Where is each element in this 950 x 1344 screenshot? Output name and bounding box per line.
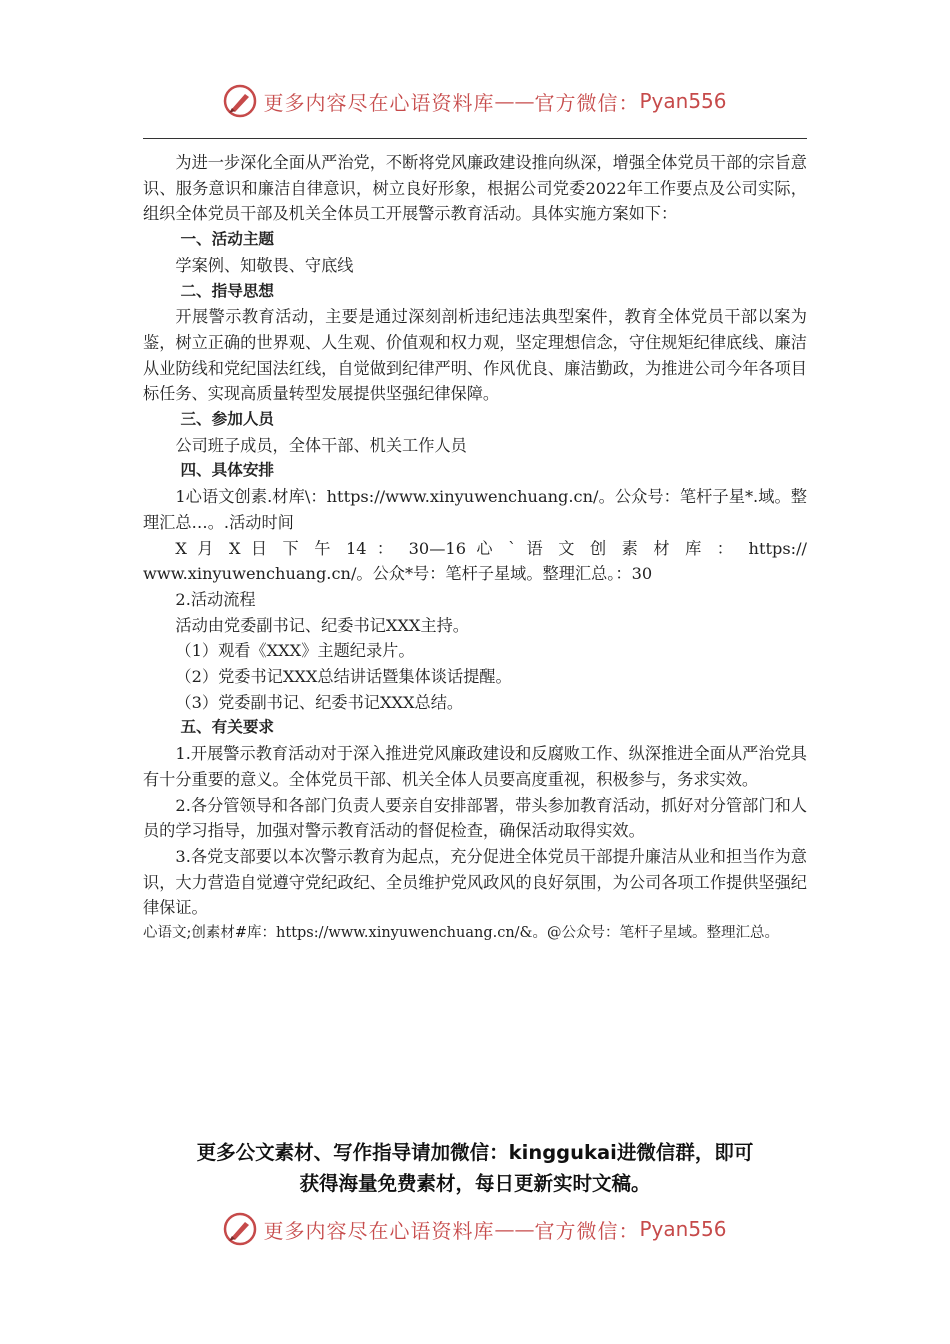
section-body: 学案例、知敬畏、守底线	[175, 255, 354, 275]
flow-step: （1）观看《XXX》主题纪录片。	[175, 641, 415, 661]
section-heading: 三、参加人员	[180, 410, 275, 429]
section-body: 公司班子成员，全体干部、机关工作人员	[175, 435, 467, 455]
section-body: 开展警示教育活动，主要是通过深刻剖析违纪违法典型案件，教育全体党员干部以案为鉴，树立正确的世界观、人生观、价值观和权力观，坚定理想信念，守住规矩纪律底线、廉洁从业防线和党纪国法红线，自觉做到纪律严明、作风优良、廉洁勤政，为推进公司今年各项目标任务、实现高质量转型发展提供坚强纪律保障。	[143, 307, 807, 404]
schedule-item: 2.活动流程	[175, 589, 256, 609]
promo-line: 更多公文素材、写作指导请加微信：kinggukai进微信群，即可	[196, 1141, 754, 1164]
promo-block	[0, 1137, 950, 1199]
flow-text: 活动由党委副书记、纪委书记XXX主持。	[175, 615, 469, 635]
requirement-paragraph: 1.开展警示教育活动对于深入推进党风廉政建设和反腐败工作、纵深推进全面从严治党具有十分重要的意义。全体党员干部、机关全体人员要高度重视，积极参与，务求实效。	[143, 744, 807, 789]
banner-separator: ——	[494, 1217, 535, 1241]
footer-note: 心语文;创素材#库：https://www.xinyuwenchuang.cn/&。@公众号：笔杆子星域。整理汇总。	[143, 925, 779, 942]
document-body	[143, 150, 807, 947]
banner-wechat-id: Pyan556	[639, 89, 727, 113]
header-banner	[0, 84, 950, 118]
flow-step: （2）党委书记XXX总结讲话暨集体谈话提醒。	[175, 667, 512, 687]
section-heading: 二、指导思想	[180, 281, 275, 300]
banner-text: 更多内容尽在心语资料库	[263, 1218, 495, 1243]
banner-wechat-label: 官方微信：	[534, 1218, 640, 1243]
footer-banner	[0, 1212, 950, 1246]
section-heading: 一、活动主题	[180, 230, 275, 249]
banner-wechat-label: 官方微信：	[534, 90, 640, 115]
promo-line: 获得海量免费素材，每日更新实时文稿。	[299, 1172, 651, 1195]
banner-separator: ——	[494, 89, 535, 113]
intro-paragraph: 为进一步深化全面从严治党，不断将党风廉政建设推向纵深，增强全体党员干部的宗旨意识、服务意识和廉洁自律意识，树立良好形象，根据公司党委2022年工作要点及公司实际，组织全体党员干部及机关全体员工开展警示教育活动。具体实施方案如下：	[143, 153, 807, 224]
flow-step: （3）党委副书记、纪委书记XXX总结。	[175, 692, 464, 712]
banner-text: 更多内容尽在心语资料库	[263, 90, 495, 115]
requirement-paragraph: 2.各分管领导和各部门负责人要亲自安排部署，带头参加教育活动，抓好对分管部门和人员的学习指导，加强对警示教育活动的督促检查，确保活动取得实效。	[143, 795, 807, 841]
schedule-item: 1心语文创素.材库\：https://www.xinyuwenchuang.cn/。公众号：笔杆子星*.域。整理汇总…。.活动时间	[143, 487, 807, 532]
pen-logo-icon	[223, 1212, 257, 1246]
section-heading: 五、有关要求	[180, 718, 275, 737]
pen-logo-icon	[223, 84, 257, 118]
schedule-time-line: X 月 X 日 下 午 14 ： 30—16 心 ` 语 文 创 素 材 库 ： https://	[175, 538, 807, 558]
schedule-time-line: www.xinyuwenchuang.cn/。公众*号：笔杆子星域。整理汇总。：30	[143, 564, 653, 584]
section-heading: 四、具体安排	[180, 461, 275, 480]
banner-wechat-id: Pyan556	[639, 1217, 727, 1241]
requirement-paragraph: 3.各党支部要以本次警示教育为起点，充分促进全体党员干部提升廉洁从业和担当作为意识，大力营造自觉遵守党纪政纪、全员维护党风政风的良好氛围，为公司各项工作提供坚强纪律保证。	[143, 846, 807, 918]
header-divider	[143, 138, 807, 139]
